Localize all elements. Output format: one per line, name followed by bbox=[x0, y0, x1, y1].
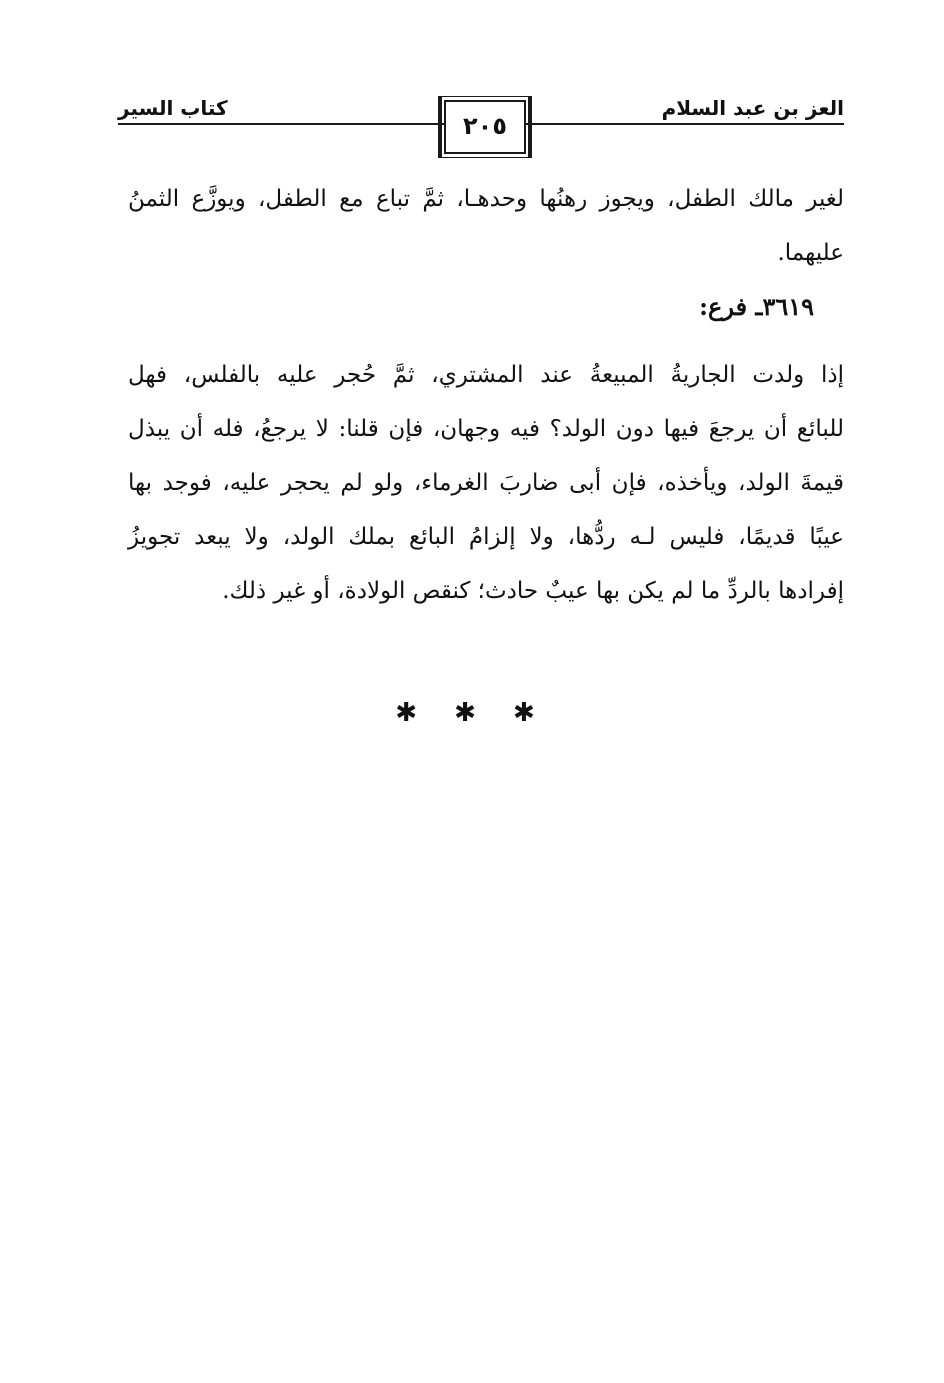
running-header-author: العز بن عبد السلام bbox=[661, 96, 844, 120]
text-line: عيبًا قديمًا، فليس لـه ردُّها، ولا إلزامُ البائع بملك الولد، ولا يبعد تجويزُ bbox=[128, 524, 844, 550]
page-number: ٢٠٥ bbox=[463, 112, 507, 140]
section-separator-asterisks: ✱ ✱ ✱ bbox=[395, 698, 549, 728]
continued-paragraph bbox=[128, 172, 844, 280]
header-rule-left bbox=[118, 123, 444, 125]
text-line: إذا ولدت الجاريةُ المبيعةُ عند المشتري، ثمَّ حُجر عليه بالفلس، فهل bbox=[128, 362, 844, 388]
running-header-section: كتاب السير bbox=[118, 96, 228, 120]
text-line: قيمةَ الولد، ويأخذه، فإن أبى ضاربَ الغرماء، ولو لم يحجر عليه، فوجد بها bbox=[128, 470, 844, 496]
text-line: عليهما. bbox=[777, 240, 844, 266]
issue-paragraph bbox=[128, 348, 844, 618]
text-line: للبائع أن يرجعَ فيها دون الولد؟ فيه وجهان، فإن قلنا: لا يرجعُ، فله أن يبذل bbox=[128, 416, 844, 442]
issue-heading: ٣٦١٩ـ فرع: bbox=[699, 292, 814, 321]
header-rule-right bbox=[525, 123, 844, 125]
page-number-frame bbox=[444, 100, 526, 154]
text-line: لغير مالك الطفل، ويجوز رهنُها وحدهـا، ثمَّ تباع مع الطفل، ويوزَّع الثمنُ bbox=[128, 186, 845, 212]
text-line: إفرادها بالردِّ ما لم يكن بها عيبٌ حادث؛ كنقص الولادة، أو غير ذلك. bbox=[222, 578, 844, 604]
